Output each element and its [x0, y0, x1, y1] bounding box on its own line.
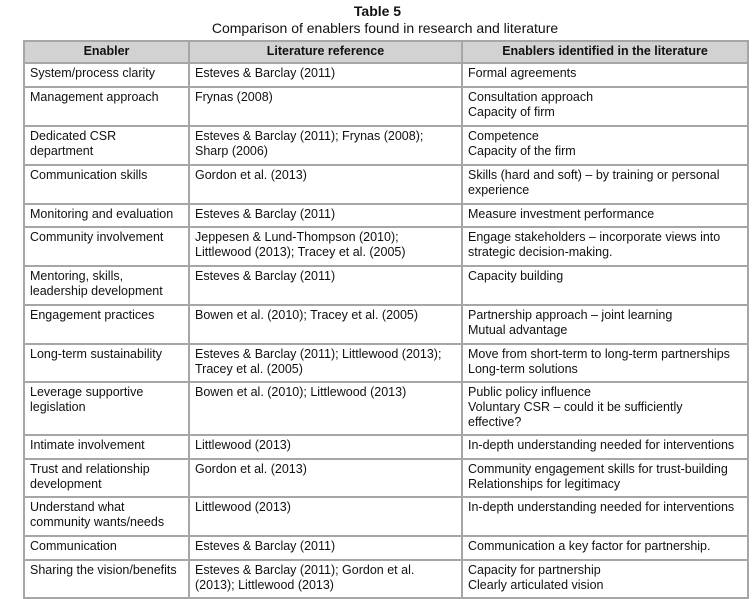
reference-cell	[189, 126, 462, 165]
enabler-cell	[24, 560, 189, 598]
identified-cell	[462, 227, 748, 266]
cell-text: department	[30, 144, 94, 158]
cell-text: Engagement practices	[30, 308, 155, 322]
cell-text: Trust and relationship	[30, 462, 150, 476]
table-row	[24, 204, 748, 227]
cell-text: System/process clarity	[30, 66, 156, 80]
cell-text: Frynas (2008)	[195, 90, 273, 104]
cell-text: Sharing the vision/benefits	[30, 563, 177, 577]
table-row	[24, 87, 748, 126]
cell-text: Esteves & Barclay (2011)	[195, 269, 336, 283]
cell-text: strategic decision-making.	[468, 245, 613, 259]
cell-text: community wants/needs	[30, 515, 165, 529]
cell-text: Bowen et al. (2010); Tracey et al. (2005)	[195, 308, 419, 322]
enabler-cell	[24, 227, 189, 266]
enabler-cell	[24, 459, 189, 497]
cell-text: Engage stakeholders – incorporate views into	[468, 230, 721, 244]
cell-text: development	[30, 477, 102, 491]
cell-text: Sharp (2006)	[195, 144, 268, 158]
cell-text: legislation	[30, 400, 86, 414]
table-row	[24, 459, 748, 497]
enabler-cell	[24, 305, 189, 344]
identified-cell	[462, 560, 748, 598]
reference-cell	[189, 497, 462, 536]
header-enablers-identified: Enablers identified in the literature	[462, 41, 748, 63]
table-title: Table 5	[353, 3, 402, 19]
reference-cell	[189, 227, 462, 266]
reference-cell	[189, 305, 462, 344]
cell-text: Esteves & Barclay (2011); Frynas (2008);	[195, 129, 424, 143]
cell-text: Community engagement skills for trust-building	[468, 462, 728, 476]
cell-text: (2013); Littlewood (2013)	[195, 578, 334, 592]
table-row	[24, 382, 748, 435]
cell-text: In-depth understanding needed for interventions	[468, 438, 735, 452]
reference-cell	[189, 266, 462, 305]
cell-text: Capacity building	[468, 269, 564, 283]
header-enabler: Enabler	[24, 41, 189, 63]
cell-text: Bowen et al. (2010); Littlewood (2013)	[195, 385, 407, 399]
cell-text: Understand what	[30, 500, 125, 514]
identified-cell	[462, 435, 748, 459]
table-row	[24, 344, 748, 382]
identified-cell	[462, 266, 748, 305]
cell-text: Esteves & Barclay (2011); Littlewood (2013);	[195, 347, 442, 361]
cell-text: Littlewood (2013)	[195, 500, 291, 514]
cell-text: Skills (hard and soft) – by training or personal	[468, 168, 720, 182]
reference-cell	[189, 63, 462, 87]
cell-text: Management approach	[30, 90, 159, 104]
reference-cell	[189, 165, 462, 204]
cell-text: Long-term solutions	[468, 362, 578, 376]
cell-text: Move from short-term to long-term partnerships	[468, 347, 730, 361]
reference-cell	[189, 344, 462, 382]
cell-text: Measure investment performance	[468, 207, 655, 221]
cell-text: Capacity for partnership	[468, 563, 601, 577]
cell-text: leadership development	[30, 284, 163, 298]
identified-cell	[462, 536, 748, 560]
cell-text: Competence	[468, 129, 539, 143]
enabler-cell	[24, 63, 189, 87]
cell-text: Tracey et al. (2005)	[195, 362, 303, 376]
identified-cell	[462, 459, 748, 497]
cell-text: Formal agreements	[468, 66, 577, 80]
cell-text: Community involvement	[30, 230, 164, 244]
cell-text: effective?	[468, 415, 522, 429]
cell-text: Esteves & Barclay (2011); Gordon et al.	[195, 563, 415, 577]
enabler-cell	[24, 435, 189, 459]
cell-text: Gordon et al. (2013)	[195, 462, 307, 476]
cell-text: Communication	[30, 539, 117, 553]
table-row	[24, 126, 748, 165]
table-caption: Comparison of enablers found in research and literature	[211, 20, 559, 36]
cell-text: Mentoring, skills,	[30, 269, 124, 283]
cell-text: Consultation approach	[468, 90, 594, 104]
identified-cell	[462, 63, 748, 87]
table-row	[24, 435, 748, 459]
cell-text: Voluntary CSR – could it be sufficiently	[468, 400, 683, 414]
cell-text: Capacity of the firm	[468, 144, 576, 158]
cell-text: Esteves & Barclay (2011)	[195, 66, 336, 80]
table-row	[24, 497, 748, 536]
cell-text: Relationships for legitimacy	[468, 477, 621, 491]
identified-cell	[462, 305, 748, 344]
table-row	[24, 266, 748, 305]
table-row	[24, 165, 748, 204]
cell-text: Long-term sustainability	[30, 347, 163, 361]
reference-cell	[189, 87, 462, 126]
cell-text: Jeppesen & Lund-Thompson (2010);	[195, 230, 399, 244]
reference-cell	[189, 459, 462, 497]
reference-cell	[189, 536, 462, 560]
cell-text: Communication a key factor for partnership.	[468, 539, 711, 553]
header-literature-reference: Literature reference	[189, 41, 462, 63]
table-row	[24, 305, 748, 344]
table-row	[24, 560, 748, 598]
identified-cell	[462, 344, 748, 382]
cell-text: Capacity of firm	[468, 105, 555, 119]
identified-cell	[462, 382, 748, 435]
reference-cell	[189, 435, 462, 459]
identified-cell	[462, 165, 748, 204]
reference-cell	[189, 204, 462, 227]
enabler-cell	[24, 87, 189, 126]
enabler-cell	[24, 266, 189, 305]
table-row	[24, 536, 748, 560]
identified-cell	[462, 497, 748, 536]
cell-text: Dedicated CSR	[30, 129, 117, 143]
enabler-cell	[24, 382, 189, 435]
enabler-cell	[24, 497, 189, 536]
cell-text: Gordon et al. (2013)	[195, 168, 307, 182]
cell-text: experience	[468, 183, 530, 197]
identified-cell	[462, 204, 748, 227]
identified-cell	[462, 87, 748, 126]
cell-text: Mutual advantage	[468, 323, 568, 337]
enabler-cell	[24, 165, 189, 204]
cell-text: Littlewood (2013); Tracey et al. (2005)	[195, 245, 406, 259]
enabler-cell	[24, 536, 189, 560]
table-row	[24, 227, 748, 266]
enabler-cell	[24, 204, 189, 227]
cell-text: Public policy influence	[468, 385, 591, 399]
cell-text: Monitoring and evaluation	[30, 207, 174, 221]
cell-text: Esteves & Barclay (2011)	[195, 539, 336, 553]
cell-text: Littlewood (2013)	[195, 438, 291, 452]
identified-cell	[462, 126, 748, 165]
cell-text: In-depth understanding needed for interventions	[468, 500, 735, 514]
reference-cell	[189, 560, 462, 598]
cell-text: Leverage supportive	[30, 385, 144, 399]
cell-text: Esteves & Barclay (2011)	[195, 207, 336, 221]
cell-text: Intimate involvement	[30, 438, 145, 452]
cell-text: Partnership approach – joint learning	[468, 308, 673, 322]
table-row	[24, 63, 748, 87]
enabler-cell	[24, 344, 189, 382]
enabler-cell	[24, 126, 189, 165]
cell-text: Communication skills	[30, 168, 148, 182]
reference-cell	[189, 382, 462, 435]
cell-text: Clearly articulated vision	[468, 578, 604, 592]
enablers-table	[23, 40, 749, 599]
header-row	[24, 41, 748, 63]
